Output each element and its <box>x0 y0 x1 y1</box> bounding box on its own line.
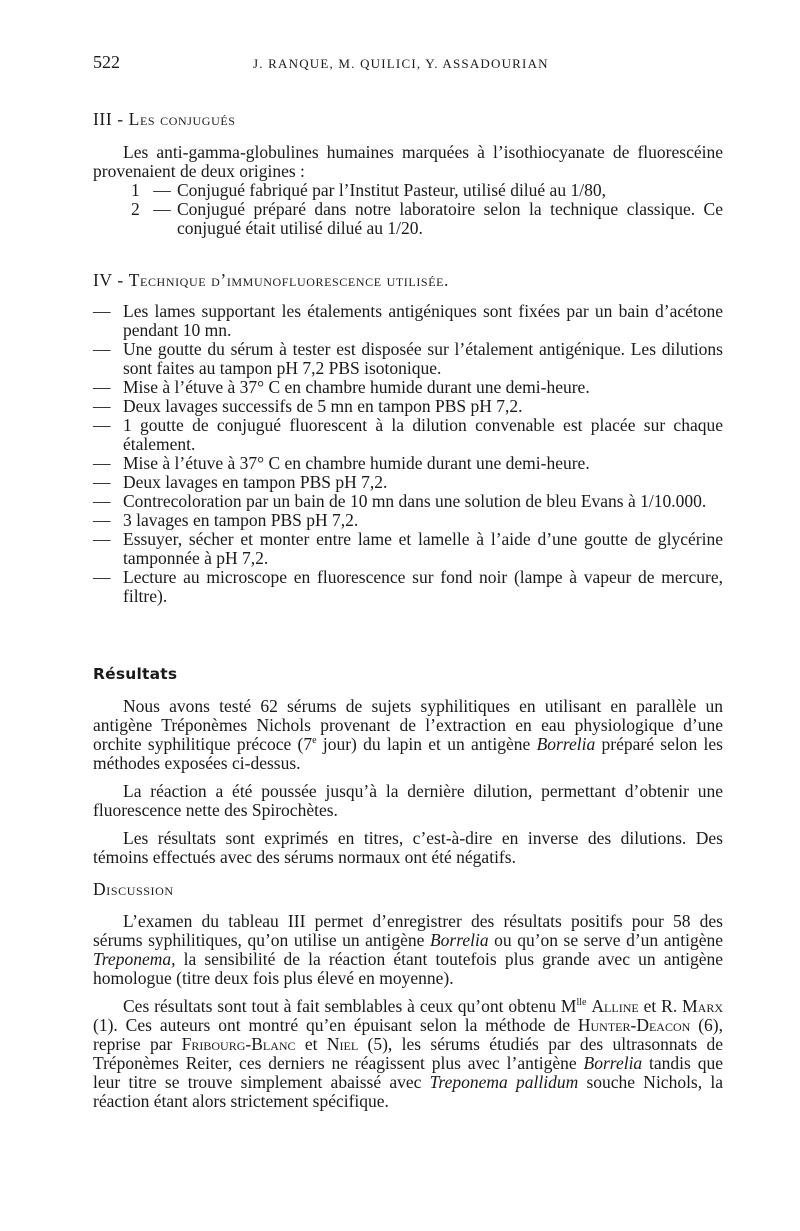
text: préparé selon les méthodes exposées ci-dessus. <box>93 734 723 773</box>
section-discussion <box>93 880 723 1111</box>
item-dash: — <box>93 529 111 549</box>
item-text: Essuyer, sécher et monter entre lame et lamelle à l’aide d’une goutte de glycérine tamponnée à pH 7,2. <box>123 529 723 568</box>
item-number: 1 <box>131 180 140 200</box>
item-text: Les lames supportant les étalements antigéniques sont fixées par un bain d’acétone pendant 10 mn. <box>123 301 723 340</box>
author-name: Marx <box>682 996 724 1016</box>
list-item <box>93 416 723 454</box>
section-results <box>93 665 723 867</box>
paragraph: Les anti-gamma-globulines humaines marquées à l’isothiocyanate de fluorescéine provenaient de deux origines : <box>93 142 723 181</box>
author-name: Niel <box>326 1034 359 1054</box>
section-title: Technique d’immunofluorescence utilisée. <box>128 270 450 290</box>
superscript: e <box>312 735 317 747</box>
text: Nous avons testé 62 sérums de sujets syphilitiques en utilisant en parallèle un antigène Tréponèmes Nichols provenant de l’extraction en eau physiologique d’une orchite syphilitique précoce (7 <box>93 696 723 754</box>
list-item <box>93 397 723 416</box>
paragraph <box>93 912 723 988</box>
paragraph <box>93 997 723 1111</box>
section-title: Discussion <box>93 879 174 899</box>
section-conjugates <box>93 110 723 238</box>
text: tandis que leur titre se trouve simplement abaissé avec <box>93 1053 723 1092</box>
italic-text: Borrelia <box>583 1053 643 1073</box>
list-item <box>93 454 723 473</box>
item-dash: — <box>153 199 171 219</box>
text: et <box>295 1034 327 1054</box>
text: souche Nichols, la réaction étant alors strictement spécifique. <box>93 1072 723 1111</box>
item-dash: — <box>93 415 111 435</box>
text: la sensibilité de la réaction étant toutefois plus grande avec un antigène homologue (titre deux fois plus élevé en moyenne). <box>93 949 723 988</box>
section-number: IV - <box>93 270 129 290</box>
item-dash: — <box>93 567 111 587</box>
item-text: Conjugué fabriqué par l’Institut Pasteur, utilisé dilué au 1/80, <box>177 180 606 200</box>
item-dash: — <box>93 491 111 511</box>
superscript: lle <box>576 997 587 1009</box>
list-item <box>93 492 723 511</box>
item-dash: — <box>93 453 111 473</box>
list-item <box>93 530 723 568</box>
list-item <box>93 511 723 530</box>
list-item <box>131 200 723 238</box>
section-heading <box>93 110 723 129</box>
item-number: 2 <box>131 199 140 219</box>
section-title: Résultats <box>93 665 178 683</box>
text: (6), reprise par <box>93 1015 723 1054</box>
item-dash: — <box>93 301 111 321</box>
author-name: Alline <box>591 996 639 1016</box>
italic-text: Borrelia <box>536 734 596 754</box>
item-text: Deux lavages successifs de 5 mn en tampon PBS pH 7,2. <box>123 396 523 416</box>
text: L’examen du tableau III permet d’enregistrer des résultats positifs pour 58 des sérums syphilitiques, qu’on utilise un antigène <box>93 911 723 950</box>
list-item <box>93 473 723 492</box>
list-item <box>131 181 723 200</box>
author-name: Fribourg-Blanc <box>181 1034 296 1054</box>
item-dash: — <box>93 377 111 397</box>
text: et R. <box>638 996 683 1016</box>
italic-text: Borrelia <box>429 930 489 950</box>
item-text: Une goutte du sérum à tester est disposée sur l’étalement antigénique. Les dilutions sont faites au tampon pH 7,2 PBS isotonique. <box>123 339 723 378</box>
list-item <box>93 302 723 340</box>
step-list <box>93 302 723 606</box>
item-text: Mise à l’étuve à 37° C en chambre humide durant une demi-heure. <box>123 453 590 473</box>
list-item <box>93 340 723 378</box>
text: ou qu’on se serve d’un antigène <box>488 930 723 950</box>
italic-text: Treponema, <box>93 949 176 969</box>
item-text: Conjugué préparé dans notre laboratoire selon la technique classique. Ce conjugué était utilisé dilué au 1/20. <box>177 199 723 238</box>
paragraph: La réaction a été poussée jusqu’à la dernière dilution, permettant d’obtenir une fluorescence nette des Spirochètes. <box>93 781 723 820</box>
author-name: Hunter-Deacon <box>577 1015 691 1035</box>
section-heading <box>93 271 723 290</box>
text: (1). Ces auteurs ont montré qu’en épuisant selon la méthode de <box>93 1015 578 1035</box>
text: (5), les sérums étudiés par des ultrasonnats de Tréponèmes Reiter, ces derniers ne réagissent plus avec l’antigène <box>93 1034 723 1073</box>
text: jour) du lapin et un antigène <box>316 734 537 754</box>
page-number: 522 <box>93 52 120 72</box>
item-text: 3 lavages en tampon PBS pH 7,2. <box>123 510 359 530</box>
list-item <box>93 378 723 397</box>
paragraph: Les résultats sont exprimés en titres, c’est-à-dire en inverse des dilutions. Des témoins effectués avec des sérums normaux ont été négatifs. <box>93 828 723 867</box>
item-text: Contrecoloration par un bain de 10 mn dans une solution de bleu Evans à 1/10.000. <box>123 491 707 511</box>
italic-text: Treponema pallidum <box>429 1072 579 1092</box>
item-dash: — <box>153 180 171 200</box>
item-text: 1 goutte de conjugué fluorescent à la dilution convenable est placée sur chaque étalement. <box>123 415 723 454</box>
list-item <box>93 568 723 606</box>
item-text: Lecture au microscope en fluorescence sur fond noir (lampe à vapeur de mercure, filtre). <box>123 567 723 606</box>
section-number: III - <box>93 109 129 129</box>
section-title: Les conjugués <box>128 109 236 129</box>
item-dash: — <box>93 339 111 359</box>
item-dash: — <box>93 396 111 416</box>
page-header <box>93 53 723 73</box>
paragraph <box>93 697 723 773</box>
item-text: Mise à l’étuve à 37° C en chambre humide durant une demi-heure. <box>123 377 590 397</box>
text: Ces résultats sont tout à fait semblables à ceux qu’ont obtenu M <box>123 996 577 1016</box>
section-technique <box>93 271 723 606</box>
item-dash: — <box>93 472 111 492</box>
item-text: Deux lavages en tampon PBS pH 7,2. <box>123 472 388 492</box>
running-head: J. RANQUE, M. QUILICI, Y. ASSADOURIAN <box>253 56 549 71</box>
item-dash: — <box>93 510 111 530</box>
